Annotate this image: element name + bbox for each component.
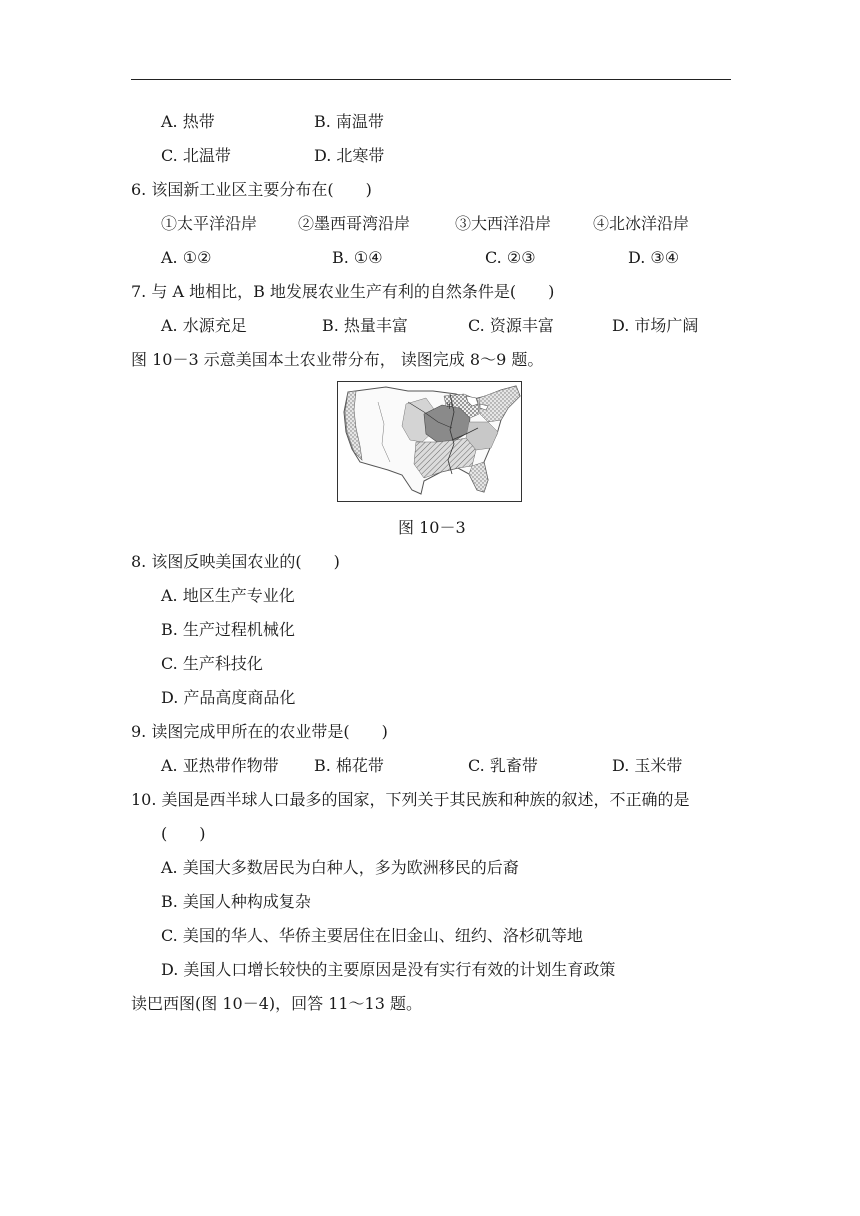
q8-stem: 8. 该图反映美国农业的( ) bbox=[131, 552, 340, 571]
intro-11-13: 读巴西图(图 10－4)，回答 11～13 题。 bbox=[131, 994, 423, 1013]
q5-option-a: A. 热带 bbox=[161, 112, 215, 131]
q9-option-c: C. 乳畜带 bbox=[468, 756, 538, 775]
q10-option-b: B. 美国人种构成复杂 bbox=[161, 892, 311, 911]
northeast-belt bbox=[479, 386, 520, 422]
q9-option-d: D. 玉米带 bbox=[612, 756, 683, 775]
q6-option-c: C. ②③ bbox=[485, 248, 536, 267]
q6-item-3: ③大西洋沿岸 bbox=[455, 214, 552, 233]
q6-item-2: ②墨西哥湾沿岸 bbox=[298, 214, 411, 233]
q7-option-d: D. 市场广阔 bbox=[612, 316, 699, 335]
figure-caption: 图 10－3 bbox=[398, 518, 466, 537]
q7-option-c: C. 资源丰富 bbox=[468, 316, 554, 335]
us-agriculture-map bbox=[337, 381, 522, 502]
q10-option-c: C. 美国的华人、华侨主要居住在旧金山、纽约、洛杉矶等地 bbox=[161, 926, 583, 945]
label-jia: 甲 bbox=[446, 402, 453, 410]
q7-option-b: B. 热量丰富 bbox=[322, 316, 408, 335]
q10-option-a: A. 美国大多数居民为白种人，多为欧洲移民的后裔 bbox=[161, 858, 519, 877]
q9-stem: 9. 读图完成甲所在的农业带是( ) bbox=[131, 722, 388, 741]
q6-option-b: B. ①④ bbox=[332, 248, 383, 267]
header-rule bbox=[131, 79, 731, 80]
q9-option-b: B. 棉花带 bbox=[314, 756, 384, 775]
q10-stem-line2: ( ) bbox=[161, 824, 206, 843]
q10-stem-line1: 10. 美国是西半球人口最多的国家，下列关于其民族和种族的叙述，不正确的是 bbox=[131, 790, 690, 809]
q6-option-d: D. ③④ bbox=[628, 248, 680, 267]
q5-option-c: C. 北温带 bbox=[161, 146, 231, 165]
q8-option-c: C. 生产科技化 bbox=[161, 654, 263, 673]
q10-option-d: D. 美国人口增长较快的主要原因是没有实行有效的计划生育政策 bbox=[161, 960, 616, 979]
q8-option-d: D. 产品高度商品化 bbox=[161, 688, 296, 707]
q9-option-a: A. 亚热带作物带 bbox=[161, 756, 279, 775]
q7-option-a: A. 水源充足 bbox=[161, 316, 247, 335]
q6-option-a: A. ①② bbox=[161, 248, 212, 267]
q8-option-b: B. 生产过程机械化 bbox=[161, 620, 295, 639]
subtropical-belt bbox=[469, 462, 488, 492]
q6-stem: 6. 该国新工业区主要分布在( ) bbox=[131, 180, 372, 199]
q5-option-d: D. 北寒带 bbox=[314, 146, 385, 165]
q6-item-4: ④北冰洋沿岸 bbox=[593, 214, 690, 233]
q8-option-a: A. 地区生产专业化 bbox=[161, 586, 295, 605]
q5-option-b: B. 南温带 bbox=[314, 112, 384, 131]
q6-item-1: ①太平洋沿岸 bbox=[161, 214, 258, 233]
q7-stem: 7. 与 A 地相比，B 地发展农业生产有利的自然条件是( ) bbox=[131, 282, 555, 301]
intro-8-9: 图 10－3 示意美国本土农业带分布， 读图完成 8～9 题。 bbox=[131, 350, 544, 369]
